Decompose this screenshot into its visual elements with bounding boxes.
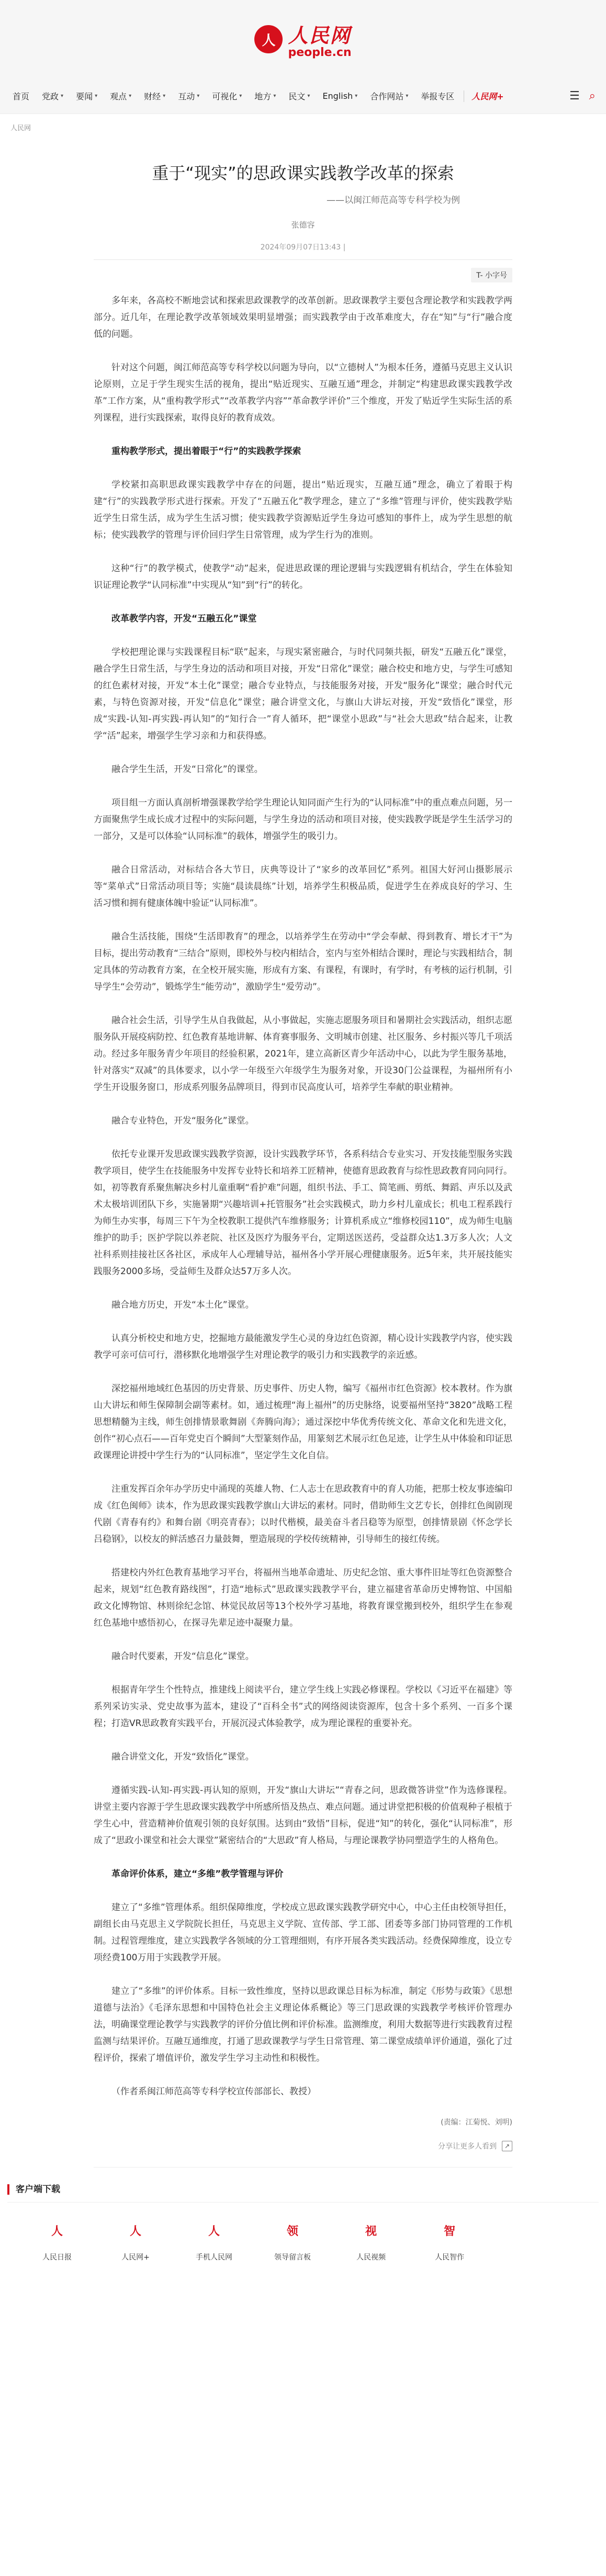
main-nav — [0, 78, 606, 114]
people-video-app-icon: 视 — [355, 2215, 387, 2246]
app-download-item[interactable] — [18, 2215, 96, 2262]
paragraph: 融合学生生活，开发“日常化”的课堂。 — [111, 764, 263, 775]
app-download-item[interactable] — [253, 2215, 332, 2262]
nav-item-label: 民文 — [288, 92, 306, 101]
app-name: 领导留言板 — [274, 2253, 311, 2262]
logo-en: people.cn — [288, 46, 352, 59]
chevron-down-icon: ▾ — [406, 93, 409, 99]
nav-item-label: 地方 — [254, 92, 272, 101]
logo-cn: 人民网 — [288, 24, 351, 47]
article-editor: (责编：江菊悦、刘明) — [441, 2118, 512, 2127]
people-daily-app-icon: 人 — [41, 2215, 73, 2246]
breadcrumb[interactable]: 人民网 — [10, 124, 31, 132]
article — [94, 162, 512, 2168]
paragraph: 学校把理论课与实践课程目标“联”起来，与现实紧密融合，与时代同频共振，研发“五融五化”课堂，融合学生日常生活，与学生身边的活动和项目对接，开发“日常化”课堂；融合校史和地方史，与学生可感知的红色素材对接，开发“本土化”课堂；融合专业特点，与技能服务对接，开发“服务化”课堂；融合时代元素，与特色资源对接，开发“信息化”课堂；融合讲堂文化，与旗山大讲坛对接，开发“致悟化”课堂，形成“实践-认知-再实践-再认知”的“知行合一”育人循环，把“课堂小思政”与“社会大思政”结合起来，让教学“活”起来，增强学生学习亲和力和获得感。 — [94, 646, 512, 741]
section-heading: 改革教学内容，开发“五融五化”课堂 — [111, 613, 257, 624]
nav-item[interactable] — [414, 90, 461, 102]
nav-item-label: English — [322, 91, 353, 101]
paragraph: 学校紧扣高职思政课实践教学中存在的问题，提出“贴近现实，互融互通”理念，确立了着眼于构建“行”的实践教学形式进行探索。开发了“五融五化”教学理念，建立了“多维”管理与评价，使实践教学贴近学生日常生活，成为学生生活习惯；使实践教学资源贴近学生身边可感知的事件上，成为学生思想的航标；使实践教学的管理与评价回归学生日常管理，成为学生行为的准则。 — [94, 479, 512, 540]
nav-item[interactable] — [70, 90, 104, 102]
share-text: 分享让更多人看到 — [438, 2142, 497, 2151]
app-name: 手机人民网 — [196, 2253, 232, 2262]
paragraph: 认真分析校史和地方史，挖掘地方最能激发学生心灵的身边红色资源，精心设计实践教学内容，使实践教学可亲可信可行，潜移默化地增强学生对理论教学的吸引力和实践教学的亲近感。 — [94, 1333, 512, 1360]
paragraph: 多年来，各高校不断地尝试和探索思政课教学的改革创新。思政课教学主要包含理论教学和实践教学两部分。近几年，在理论教学改革领域效果明显增强；而实践教学由于改革难度大，存在“知”与“行”融合度低的问题。 — [94, 295, 512, 339]
section-heading: 重构教学形式，提出着眼于“行”的实践教学探索 — [111, 446, 301, 457]
chevron-down-icon: ▾ — [239, 93, 242, 99]
paragraph: 融合时代要素，开发“信息化”课堂。 — [111, 1651, 254, 1662]
article-body — [94, 292, 512, 2100]
nav-item-label: 举报专区 — [421, 92, 455, 101]
chevron-down-icon: ▾ — [61, 93, 64, 99]
nav-item-label: 党政 — [42, 92, 59, 101]
paragraph: 依托专业课开发思政课实践教学资源，设计实践教学环节，各系科结合专业实习、开发技能型服务实践教学项目，使学生在技能服务中发挥专业特长和培养工匠精神，使德育思政教育与综性思政教育同向同行。如，初等教育系聚焦解决乡村儿童重啊“看护难”问题，组织书法、手工、简笔画、剪纸、舞蹈、声乐以及武术太极培训团队下乡，实施暑期“兴趣培训+托管服务”社会实践模式，助力乡村儿童成长；机电工程系践行为师生办实事，每周三下午为全校教职工提供汽车维修服务；计算机系成立“维修校园110”，成为师生电脑维护的助手；医护学院以养老院、社区及医疗为服务平台，定期送医送药，受益群众达1.3万多人次；人文社科系则挂接社区各社区，承成年人心理辅导站，福州各小学开展心理健康服务。近5年来，共开展技能实践服务2000多场，受益师生及群众达57万多人次。 — [94, 1149, 512, 1277]
nav-item[interactable] — [206, 90, 248, 102]
app-download-item[interactable] — [410, 2215, 489, 2262]
paragraph: 项目组一方面认真剖析增强课教学给学生理论认知同面产生行为的“认同标准”中的重点难点问题，另一方面聚焦学生成长成才过程中的实际问题，与学生身边的活动和项目对接，使实践教学既是学生生活学习的一部分，又是可以体验“认同标准”的载体，增强学生的吸引力。 — [94, 797, 512, 842]
paragraph: 搭建校内外红色教育基地学习平台，将福州当地革命遗址、历史纪念馆、重大事件旧址等红色资源整合起来，规划“红色教育路线图”，打造“地标式”思政课实践教学平台，建立福建省革命历史博物馆、中国船政文化博物馆、林则徐纪念馆、林觉民故居等13个校外学习基地，将教育课堂搬到校外，组织学生在参观红色基地中感悟初心，在探寻先辈足迹中凝聚力量。 — [94, 1567, 512, 1628]
article-date: 2024年09月07日13:43 | — [260, 243, 346, 252]
paragraph: 建立了“多维”管理体系。组织保障维度，学校成立思政课实践教学研究中心，中心主任由校领导担任，副组长由马克思主义学院院长担任，马克思主义学院、宣传部、学工部、团委等多部门协同管理的工作机制。过程管理维度，建立实践教学各领域的分工管理细则，有序开展各类实践活动。经费保障维度，设立专项经费100万用于实践教学开展。 — [94, 1902, 512, 1963]
nav-item[interactable] — [248, 90, 282, 102]
search-icon[interactable]: ⌕ — [589, 89, 596, 103]
share-row — [94, 2141, 512, 2168]
article-meta — [94, 242, 512, 280]
article-title: 重于“现实”的思政课实践教学改革的探索 — [152, 163, 454, 183]
paragraph: 注重发挥百余年办学历史中涌现的英雄人物、仁人志士在思政教育中的育人功能，把那士校友事迹编印成《红色闽师》读本，作为思政课实践教学旗山大讲坛的素材。同时，借助师生文艺专长，创排红色闽剧现代剧《青春有约》和舞台剧《明亮青春》；以时代楷模，最美奋斗者吕稳等为原型，创排情景剧《怀念学长吕稳钢》，以校友的鲜活感召力量鼓舞，塑造展现的学校传统精神，引导师生的接红传统。 — [94, 1483, 512, 1545]
paragraph: 这种“行”的教学模式，使教学“动”起来，促进思政课的理论逻辑与实践逻辑有机结合，学生在体验知识证理论教学“认同标准”中实现从“知”到“行”的转化。 — [94, 563, 512, 591]
chevron-down-icon: ▾ — [307, 93, 310, 99]
people-zhizuo-app-icon: 智 — [434, 2215, 465, 2246]
nav-item[interactable] — [6, 90, 36, 102]
author-note: （作者系闽江师范高等专科学校宣传部部长、教授） — [111, 2086, 316, 2097]
chevron-down-icon: ▾ — [197, 93, 200, 99]
menu-icon[interactable]: ☰ — [569, 89, 580, 103]
mobile-people-app-icon: 人 — [198, 2215, 230, 2246]
paragraph: 建立了“多维”的评价体系。目标一致性维度，坚持以思政课总目标为标准，制定《形势与政策》《思想道德与法治》《毛泽东思想和中国特色社会主义理论体系概论》等三门思政课的实践教学考核评价管理办法，明确课堂理论教学与实践教学的评价分值比例和评价标准。监测维度，利用大数据等进行实践教育过程监测与结果评价。互融互通维度，打通了思政课教学与学生日常管理、第二课堂成绩单评价通道，强化了过程评价，探索了增值评价，激发学生学习主动性和积极性。 — [94, 1985, 512, 2063]
paragraph: 融合专业特色，开发“服务化”课堂。 — [111, 1115, 254, 1126]
nav-item[interactable] — [104, 90, 138, 102]
chevron-down-icon: ▾ — [95, 93, 98, 99]
nav-item-label: 要闻 — [76, 92, 93, 101]
nav-item-label: 首页 — [13, 92, 30, 101]
nav-item[interactable] — [282, 90, 316, 102]
nav-item[interactable] — [138, 90, 172, 102]
people-plus-app-icon: 人 — [120, 2215, 151, 2246]
app-name: 人民智作 — [435, 2253, 464, 2262]
top-banner — [0, 0, 606, 78]
logo-text — [288, 19, 351, 59]
section-heading: 革命评价体系，建立“多维”教学管理与评价 — [111, 1868, 284, 1879]
app-name: 人民视频 — [356, 2253, 386, 2262]
paragraph: 根据青年学生个性特点，推建线上阅读平台，建立学生线上实践必修课程。学校以《习近平在福建》等系列采访实录、党史故事为蓝本，建设了“百科全书”式的网络阅读资源库，包含十多个系列、一百多个课程；打造VR思政教育实践平台，开展沉浸式体验教学，成为理论课程的重要补充。 — [94, 1684, 512, 1729]
download-divider — [7, 2202, 599, 2203]
nav-right — [569, 89, 600, 103]
share-icon[interactable]: ↗ — [502, 2141, 512, 2151]
nav-item-label: 互动 — [178, 92, 195, 101]
nav-item[interactable] — [364, 90, 414, 102]
logo-mark-icon: 人 — [254, 25, 283, 53]
nav-item[interactable] — [36, 90, 70, 102]
chevron-down-icon: ▾ — [355, 93, 358, 99]
paragraph: 融合社会生活，引导学生从自我做起，从小事做起，实施志愿服务项目和暑期社会实践活动，组织志愿服务队开展疫病防控、红色教育基地讲解、体育赛事服务、文明城市创建、社区服务、乡村振兴等几千项活动。经过多年服务青少年项目的经验积累，2021年，建立高新区青少年活动中心，以此为学生服务基地，针对落实“双减”的具体要求，以小学一年级至六年级学生为服务对象，开设30门公益课程，为福州所有小学生开设服务窗口，形成系列服务品牌项目，得到市民高度认可，培养学生奉献的职业精神。 — [94, 1015, 512, 1093]
nav-item[interactable] — [316, 91, 364, 101]
nav-item-label: 合作网站 — [370, 92, 404, 101]
article-subtitle: ——以闽江师范高等专科学校为例 — [327, 195, 460, 206]
chevron-down-icon: ▾ — [163, 93, 166, 99]
paragraph: 融合地方历史，开发“本土化”课堂。 — [111, 1299, 254, 1310]
chevron-down-icon: ▾ — [273, 93, 276, 99]
paragraph: 融合讲堂文化，开发“致悟化”课堂。 — [111, 1751, 254, 1762]
site-logo[interactable] — [254, 19, 351, 59]
paragraph: 针对这个问题，闽江师范高等专科学校以问题为导向，以“立德树人”为根本任务，遵循马克思主义认识论原则，立足于学生现实生活的视角，提出“贴近现实、互融互通”理念，并制定“构建思政课实践教学改革”工作方案，从“重构教学形式”“改革教学内容”“革命教学评价”三个维度，开发了贴近学生实际生活的系列课程，进行实践探索，取得良好的教育成效。 — [94, 362, 512, 423]
paragraph: 融合生活技能，围绕“生活即教育”的理念，以培养学生在劳动中“学会奉献、得到教育、增长才干”为目标，提出劳动教育“三结合”原则，即校外与校内相结合，室内与室外相结合课时，理论与实践相结合，制定具体的劳动教育方案，在全校开展实施，形成有方案、有课程，有课时，有学时，有考核的运行机制，引导学生“会劳动”，锻炼学生“能劳动”，激励学生“爱劳动”。 — [94, 931, 512, 992]
download-section — [7, 2184, 599, 2283]
chevron-down-icon: ▾ — [129, 93, 132, 99]
paragraph: 遵循实践-认知-再实践-再认知的原则，开发“旗山大讲坛”“青春之问，思政微答讲堂”作为选修课程。讲堂主要内容源于学生思政课实践教学中所感所悟及热点、难点问题。通过讲堂把积极的价值观种子根植于学生心中，营造精神价值观引领的良好氛围。达到由“致悟”目标，促进“知”的转化，强化“认同标准”，形成了“思政小课堂和社会大课堂”紧密结合的“大思政”育人格局，与理论课教学协同塑造学生的人格角色。 — [94, 1785, 512, 1846]
paragraph: 深挖福州地域红色基因的历史背景、历史事件、历史人物，编写《福州市红色资源》校本教材。作为旗山大讲坛和师生保障制会副等素材。如，通过梳理“海上福州”的历史脉络，说要福州坚持“3820”战略工程思想精髓为主线，师生创排情景歌舞剧《奔腾向海》；通过深挖中华优秀传统文化、革命文化和先进文化，创作“初心点石——百年党史百个瞬间”大型篆刻作品，用篆刻艺术展示红色足迹，让学生从中体验和印证思政课理论讲授中学生行为的“认同标准”，坚定学生文化自信。 — [94, 1383, 512, 1461]
app-name: 人民网+ — [121, 2253, 150, 2262]
app-download-item[interactable] — [96, 2215, 175, 2262]
nav-item-label: 观点 — [110, 92, 127, 101]
nav-brand-link[interactable]: 人民网+ — [472, 92, 504, 101]
nav-items — [6, 90, 461, 102]
app-name: 人民日报 — [42, 2253, 72, 2262]
nav-item-label: 可视化 — [212, 92, 238, 101]
app-download-item[interactable] — [332, 2215, 410, 2262]
app-list — [7, 2215, 599, 2283]
app-download-item[interactable] — [175, 2215, 253, 2262]
download-title: 客户端下载 — [7, 2184, 599, 2195]
font-size-toggle[interactable]: T- 小字号 — [471, 268, 512, 282]
article-author: 张德容 — [291, 220, 315, 230]
paragraph: 融合日常活动，对标结合各大节日，庆典等设计了“家乡的改革回忆”系列。祖国大好河山摄影展示等“菜单式”日常活动项目等；实施“晨读晨练”计划，培养学生积极品质，促进学生在养成良好的学习、生活习惯和拥有健康体魄中验证“认同标准”。 — [94, 864, 512, 909]
nav-item-label: 财经 — [144, 92, 161, 101]
nav-item[interactable] — [172, 90, 206, 102]
message-board-app-icon: 领 — [277, 2215, 308, 2246]
